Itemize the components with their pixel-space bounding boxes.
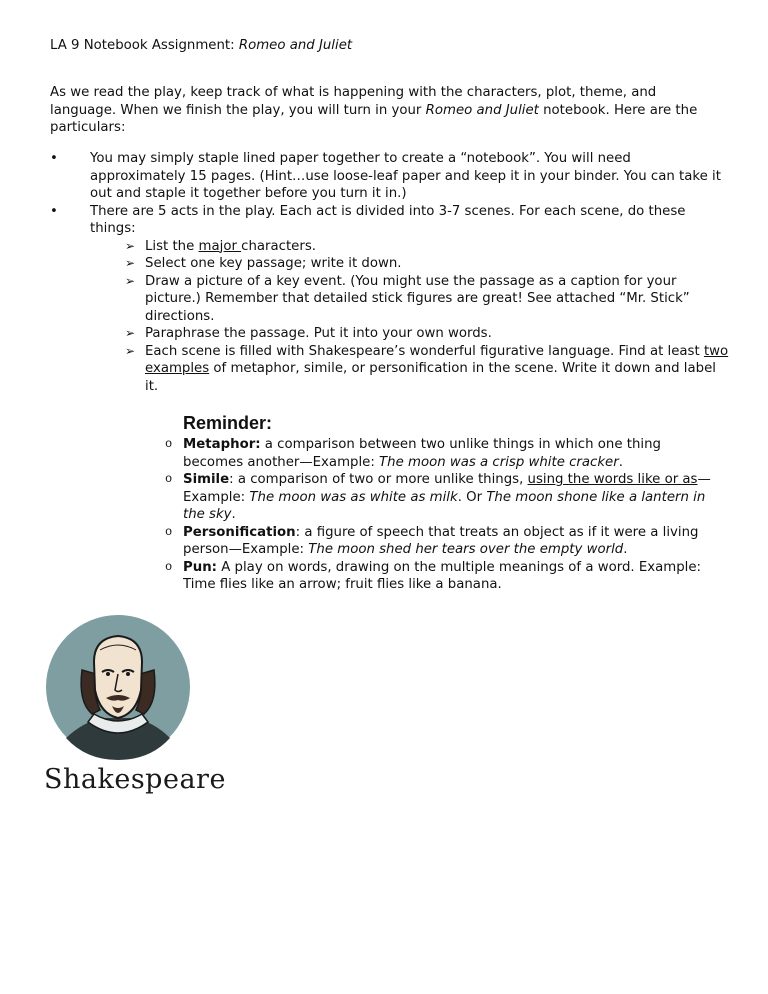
task-emphasis: major xyxy=(198,238,242,254)
task-text: of metaphor, simile, or personification in the scene. Write it down and label it. xyxy=(145,361,716,394)
task-item-passage xyxy=(125,255,730,273)
bullet-text: There are 5 acts in the play. Each act is divided into 3-7 scenes. For each scene, do these things: xyxy=(90,203,686,236)
logo-wordmark: Shakespeare xyxy=(44,764,226,795)
definition-emphasis: using the words like or as xyxy=(527,472,698,487)
definition-text: a comparison between two unlike things in which one thing becomes another—Example: xyxy=(183,437,661,470)
reminder-heading: Reminder: xyxy=(183,413,273,433)
definition-example: The moon shed her tears over the empty world xyxy=(308,542,624,557)
definition-text: A play on words, drawing on the multiple meanings of a word. Example: Time flies like an arrow; fruit flies like a banana. xyxy=(183,559,702,592)
intro-work: Romeo and Juliet xyxy=(425,102,539,118)
definition-term: Simile xyxy=(183,472,230,487)
assignment-title xyxy=(50,37,352,55)
bullet-text: You may simply staple lined paper together to create a “notebook”. You will need approximately 15 pages. (Hint…use loose-leaf paper and keep it in your binder. You can take it out and staple it together before you turn it in.) xyxy=(90,151,721,201)
definition-example: The moon shone like a lantern in the sky xyxy=(183,489,706,522)
definition-term: Pun: xyxy=(183,559,217,575)
task-item-paraphrase xyxy=(125,325,730,343)
definition-pun xyxy=(165,559,725,594)
task-text: characters. xyxy=(241,238,316,254)
definition-example: The moon was as white as milk xyxy=(249,489,458,505)
intro-paragraph xyxy=(50,84,722,137)
task-item-characters xyxy=(125,238,730,256)
title-work: Romeo and Juliet xyxy=(238,38,353,53)
definition-term: Metaphor: xyxy=(183,437,261,452)
definition-text: : a figure of speech that treats an object as if it were a living person—Example: xyxy=(183,524,699,557)
task-text: Each scene is filled with Shakespeare’s wonderful figurative language. Find at least xyxy=(145,343,704,359)
definition-text: . Or xyxy=(457,489,487,505)
task-item-picture xyxy=(125,273,730,326)
task-emphasis: two examples xyxy=(145,343,729,376)
shakespeare-logo xyxy=(38,610,226,798)
task-text: List the xyxy=(145,238,199,254)
definition-end: . xyxy=(618,454,623,470)
bullet-item-notebook xyxy=(50,150,730,203)
definition-text: : a comparison of two or more unlike things, xyxy=(229,472,528,487)
task-text: Draw a picture of a key event. (You might use the passage as a caption for your picture.) Remember that detailed stick figures are great! See attached “Mr. Stick” directions. xyxy=(145,273,690,324)
bullet-item-scenes xyxy=(50,203,730,396)
definition-end: . xyxy=(623,542,628,557)
title-prefix: LA 9 Notebook Assignment: xyxy=(50,38,239,53)
task-item-figurative xyxy=(125,343,730,396)
definition-end: . xyxy=(231,507,236,522)
task-text: Select one key passage; write it down. xyxy=(145,256,402,271)
task-text: Paraphrase the passage. Put it into your own words. xyxy=(145,326,492,341)
instruction-list xyxy=(50,150,730,395)
definition-metaphor xyxy=(165,436,725,471)
intro-after: notebook. Here are the particulars: xyxy=(50,102,698,135)
definition-personification xyxy=(165,524,725,559)
intro-before: As we read the play, keep track of what is happening with the characters, plot, theme, and language. When we finish the play, you will turn in your xyxy=(50,85,657,118)
definition-term: Personification xyxy=(183,524,296,540)
reminder-definition-list xyxy=(165,436,725,594)
definition-text: —Example: xyxy=(183,472,711,505)
scene-task-list xyxy=(125,238,730,396)
shakespeare-portrait-icon xyxy=(38,610,226,798)
definition-simile xyxy=(165,471,725,524)
definition-example: The moon was a crisp white cracker xyxy=(379,454,619,470)
